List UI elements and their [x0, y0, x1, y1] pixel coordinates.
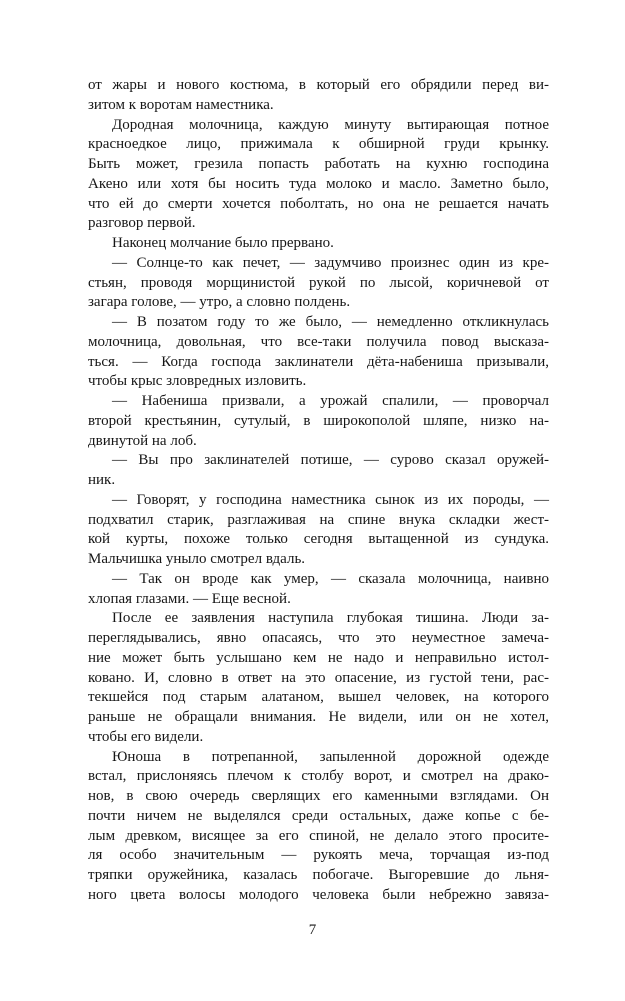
text-line: После ее заявления наступила глубокая тишина. Люди за-: [112, 610, 549, 627]
page-number: 7: [308, 922, 317, 938]
paragraph: [88, 609, 549, 747]
text-line: — Вы про заклинателей потише, — сурово сказал оружей-: [112, 452, 549, 469]
paragraph-dialogue: [88, 254, 549, 313]
text-line: лым древком, висящее за его спиной, не делало этого просите-: [88, 827, 549, 844]
text-line: встал, прислоняясь плечом к столбу ворот, и смотрел на драко-: [88, 768, 549, 785]
text-line: хлопая глазами. — Еще весной.: [88, 590, 291, 607]
text-line: текшейся под старым алатаном, вышел человек, на которого: [88, 689, 549, 706]
paragraph-dialogue: [88, 313, 549, 392]
text-line: что ей до смерти хочется поболтать, но она не решается начать: [88, 195, 549, 212]
text-line: Акено или хотя бы носить туда молоко и масло. Заметно было,: [88, 175, 549, 192]
text-line: ковано. И, словно в ответ на это опасение, из густой тени, рас-: [88, 669, 549, 686]
text-line: ние может быть услышано кем не надо и неправильно истол-: [88, 649, 549, 666]
text-line: — Набениша призвали, а урожай спалили, — проворчал: [112, 393, 549, 409]
text-line: зитом к воротам наместника.: [88, 96, 274, 113]
text-line: ля особо значительным — рукоять меча, торчащая из-под: [88, 847, 549, 864]
text-line: — Так он вроде как умер, — сказала молочница, наивно: [112, 570, 549, 587]
text-line: нов, в свою очередь сверлящих его каменными взглядами. Он: [88, 788, 549, 804]
text-line: — В позатом году то же было, — немедленно откликнулась: [112, 314, 549, 330]
paragraph: [88, 234, 549, 254]
text-line: красноедкое лицо, прижимала к обширной груди крынку.: [88, 136, 549, 153]
paragraph-dialogue: [88, 451, 549, 491]
text-line: молочница, довольная, что все-таки получила повод высказа-: [88, 333, 549, 350]
paragraph-continues-next-page: [88, 748, 549, 906]
text-line: ного цвета волосы молодого человека были небрежно завяза-: [88, 886, 549, 903]
text-line: чтобы крыс зловредных изловить.: [88, 373, 307, 390]
paragraph-dialogue: [88, 491, 549, 570]
text-line: разговор первой.: [88, 215, 196, 232]
text-line: тряпки оружейника, казалась побогаче. Выгоревшие до льня-: [88, 867, 549, 883]
text-line: — Солнце-то как печет, — задумчиво произнес один из кре-: [112, 254, 549, 271]
text-line: второй крестьянин, сутулый, в широкополой шляпе, низко на-: [88, 412, 549, 429]
text-line: почти ничем не выделялся среди остальных, даже копье с бе-: [88, 807, 549, 824]
text-line: кой курты, похоже только сегодня вытащенной из сундука.: [88, 531, 549, 548]
text-line: раньше не обращали внимания. Не видели, или он не хотел,: [88, 709, 549, 725]
paragraph: [88, 116, 549, 235]
text-line: — Говорят, у господина наместника сынок из их породы, —: [112, 491, 549, 508]
text-line: от жары и нового костюма, в который его обрядили перед ви-: [88, 77, 549, 93]
body-text: [88, 76, 549, 906]
text-line: ник.: [88, 472, 116, 488]
text-line: Дородная молочница, каждую минуту вытирающая потное: [112, 116, 549, 133]
text-line: Юноша в потрепанной, запыленной дорожной одежде: [112, 748, 549, 765]
text-line: подхватил старик, разглаживая на спине внука складки жест-: [88, 511, 549, 528]
paragraph-continued: [88, 76, 549, 116]
text-line: загара голове, — утро, а словно полдень.: [88, 294, 351, 311]
paragraph-dialogue: [88, 392, 549, 451]
text-line: двинутой на лоб.: [88, 432, 197, 449]
text-line: Наконец молчание было прервано.: [112, 235, 334, 251]
text-line: Мальчишка уныло смотрел вдаль.: [88, 551, 306, 567]
text-line: ться. — Когда господа заклинатели дёта-набениша призывали,: [88, 353, 549, 370]
text-line: переглядывались, явно опасаясь, что это неуместное замеча-: [88, 630, 549, 646]
text-line: Быть может, грезила попасть работать на кухню господина: [88, 156, 549, 172]
paragraph-dialogue: [88, 570, 549, 610]
text-line: стьян, проводя морщинистой рукой по лысой, коричневой от: [88, 274, 549, 291]
text-line: чтобы его видели.: [88, 728, 204, 745]
